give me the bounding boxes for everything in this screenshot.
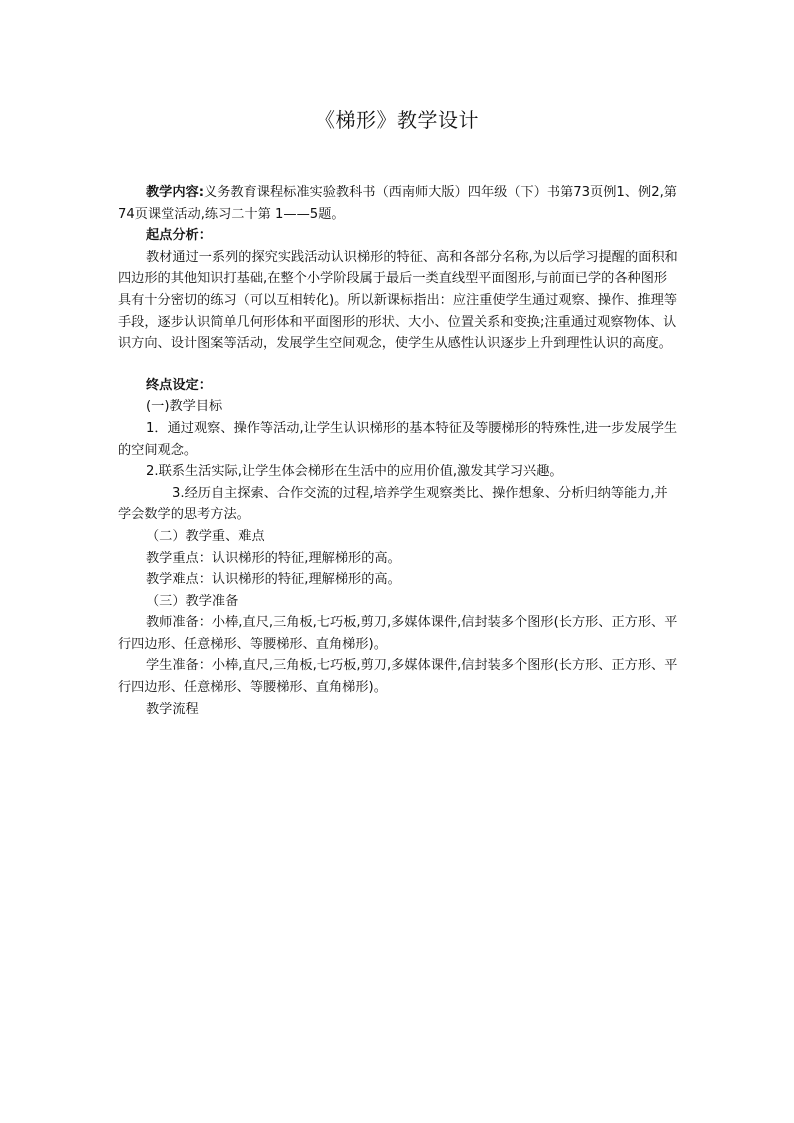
- spacer: [118, 355, 678, 375]
- section-preparation: （三）教学准备: [146, 593, 239, 609]
- student-preparation: 学生准备：小棒,直尺,三角板,七巧板,剪刀,多媒体课件,信封装多个图形(长方形、正方形、平行四边形、任意梯形、等腰梯形、直角梯形)。: [118, 658, 678, 696]
- section-key-points: （二）教学重、难点: [146, 528, 265, 544]
- analysis-label: 起点分析：: [146, 228, 212, 244]
- content-label: 教学内容:: [146, 185, 205, 200]
- page-title: 《梯形》教学设计: [315, 108, 479, 132]
- content-paragraph: [118, 182, 678, 225]
- teaching-flow: 教学流程: [146, 701, 199, 717]
- goal-item-1: 1．通过观察、操作等活动,让学生认识梯形的基本特征及等腰梯形的特殊性,进一步发展学生的空间观念。: [118, 420, 678, 458]
- goal-item-3: 3.经历自主探索、合作交流的过程,培养学生观察类比、操作想象、分析归纳等能力,并学会数学的思考方法。: [118, 485, 668, 523]
- goal-item-2: 2.联系生活实际,让学生体会梯形在生活中的应用价值,激发其学习兴趣。: [146, 464, 563, 480]
- document-body: [118, 182, 678, 720]
- difficult-point: 教学难点：认识梯形的特征,理解梯形的高。: [146, 572, 401, 588]
- goals-label: 终点设定：: [146, 377, 212, 393]
- teacher-preparation: 教师准备：小棒,直尺,三角板,七巧板,剪刀,多媒体课件,信封装多个图形(长方形、正方形、平行四边形、任意梯形、等腰梯形、直角梯形)。: [118, 615, 678, 652]
- key-point: 教学重点：认识梯形的特征,理解梯形的高。: [146, 550, 401, 566]
- analysis-text: 教材通过一系列的探究实践活动认识梯形的特征、高和各部分名称,为以后学习提醒的面积和四边形的其他知识打基础,在整个小学阶段属于最后一类直线型平面图形,与前面已学的各种图形具有十分密切的练习（可以互相转化)。所以新课标指出：应注重使学生通过观察、操作、推理等手段，逐步认识简单几何形体和平面图形的形状、大小、位置关系和变换;注重通过观察物体、认识方向、设计图案等活动，发展学生空间观念，使学生从感性认识逐步上升到理性认识的高度。: [118, 249, 678, 352]
- section-teaching-goals: (一)教学目标: [146, 399, 223, 415]
- content-text: 义务教育课程标准实验教科书（西南师大版）四年级（下）书第73页例1、例2,第74页课堂活动,练习二十第 1——5题。: [118, 185, 677, 222]
